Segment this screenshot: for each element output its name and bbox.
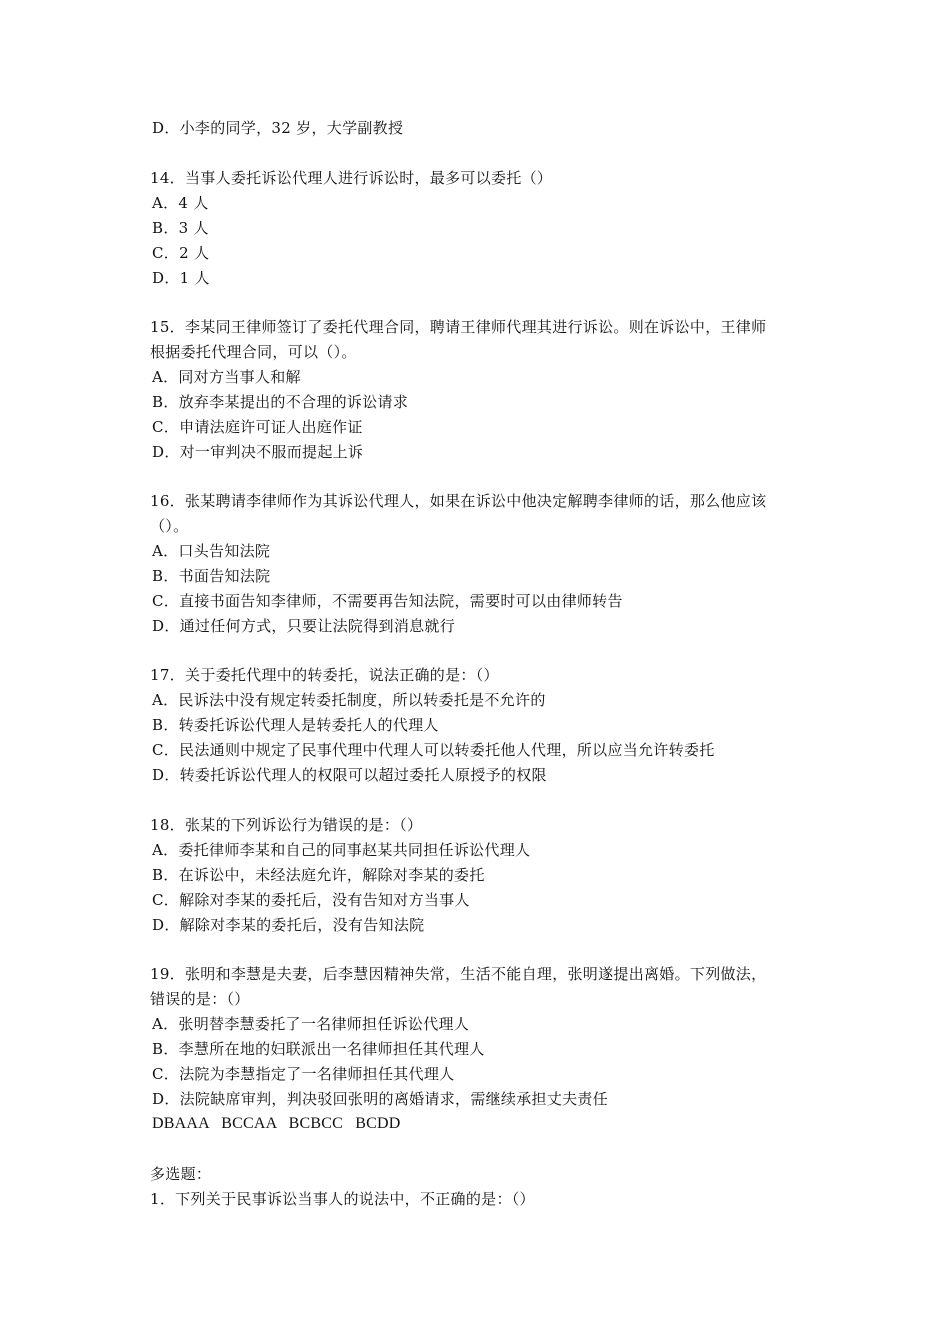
q14-option-b: B．3 人 — [152, 219, 209, 237]
q19-stem-cont: 错误的是：（） — [150, 990, 250, 1008]
q18-option-d: D．解除对李某的委托后，没有告知法院 — [152, 916, 425, 934]
q18-option-c: C．解除对李某的委托后，没有告知对方当事人 — [152, 891, 470, 909]
q14-option-c: C．2 人 — [152, 244, 210, 262]
q15-option-a: A．同对方当事人和解 — [152, 368, 301, 386]
mc-q1-stem: 1．下列关于民事诉讼当事人的说法中，不正确的是：（） — [150, 1190, 535, 1208]
q19-option-a: A．张明替李慧委托了一名律师担任诉讼代理人 — [152, 1015, 470, 1033]
q19-option-c: C．法院为李慧指定了一名律师担任其代理人 — [152, 1065, 455, 1083]
q16-stem: 16．张某聘请李律师作为其诉讼代理人，如果在诉讼中他决定解聘李律师的话，那么他应该 — [150, 492, 767, 510]
q13-option-d: D．小李的同学，32 岁，大学副教授 — [152, 119, 404, 137]
q19-option-d: D．法院缺席审判，判决驳回张明的离婚请求，需继续承担丈夫责任 — [152, 1090, 609, 1108]
q14-option-a: A．4 人 — [152, 194, 209, 212]
q17-stem: 17．关于委托代理中的转委托，说法正确的是：（） — [150, 666, 499, 684]
q14-stem: 14．当事人委托诉讼代理人进行诉讼时，最多可以委托（） — [150, 169, 553, 187]
q17-option-d: D．转委托诉讼代理人的权限可以超过委托人原授予的权限 — [152, 766, 547, 784]
q18-stem: 18．张某的下列诉讼行为错误的是：（） — [150, 816, 423, 834]
q19-option-b: B．李慧所在地的妇联派出一名律师担任其代理人 — [152, 1040, 485, 1058]
q17-option-a: A．民诉法中没有规定转委托制度，所以转委托是不允许的 — [152, 691, 546, 709]
q16-stem-cont: （）。 — [150, 517, 189, 535]
q16-option-c: C．直接书面告知李律师，不需要再告知法院，需要时可以由律师转告 — [152, 592, 623, 610]
q16-option-d: D．通过任何方式，只要让法院得到消息就行 — [152, 617, 456, 635]
q15-option-c: C．申请法庭许可证人出庭作证 — [152, 418, 363, 436]
q15-stem: 15．李某同王律师签订了委托代理合同，聘请王律师代理其进行诉讼。则在诉讼中，王律师 — [150, 318, 767, 336]
q19-stem: 19．张明和李慧是夫妻，后李慧因精神失常，生活不能自理，张明遂提出离婚。下列做法， — [150, 965, 767, 983]
q15-option-b: B．放弃李某提出的不合理的诉讼请求 — [152, 393, 409, 411]
q14-option-d: D．1 人 — [152, 269, 210, 287]
q17-option-c: C．民法通则中规定了民事代理中代理人可以转委托他人代理，所以应当允许转委托 — [152, 741, 715, 759]
section-heading-multiple-choice: 多选题： — [150, 1165, 212, 1183]
q15-stem-cont: 根据委托代理合同，可以（）。 — [150, 343, 357, 361]
answer-key: DBAAA BCCAA BCBCC BCDD — [152, 1115, 401, 1132]
q18-option-b: B．在诉讼中，未经法庭允许，解除对李某的委托 — [152, 866, 485, 884]
q16-option-b: B．书面告知法院 — [152, 567, 271, 585]
q15-option-d: D．对一审判决不服而提起上诉 — [152, 443, 364, 461]
q17-option-b: B．转委托诉讼代理人是转委托人的代理人 — [152, 716, 439, 734]
q16-option-a: A．口头告知法院 — [152, 542, 271, 560]
q18-option-a: A．委托律师李某和自己的同事赵某共同担任诉讼代理人 — [152, 841, 531, 859]
